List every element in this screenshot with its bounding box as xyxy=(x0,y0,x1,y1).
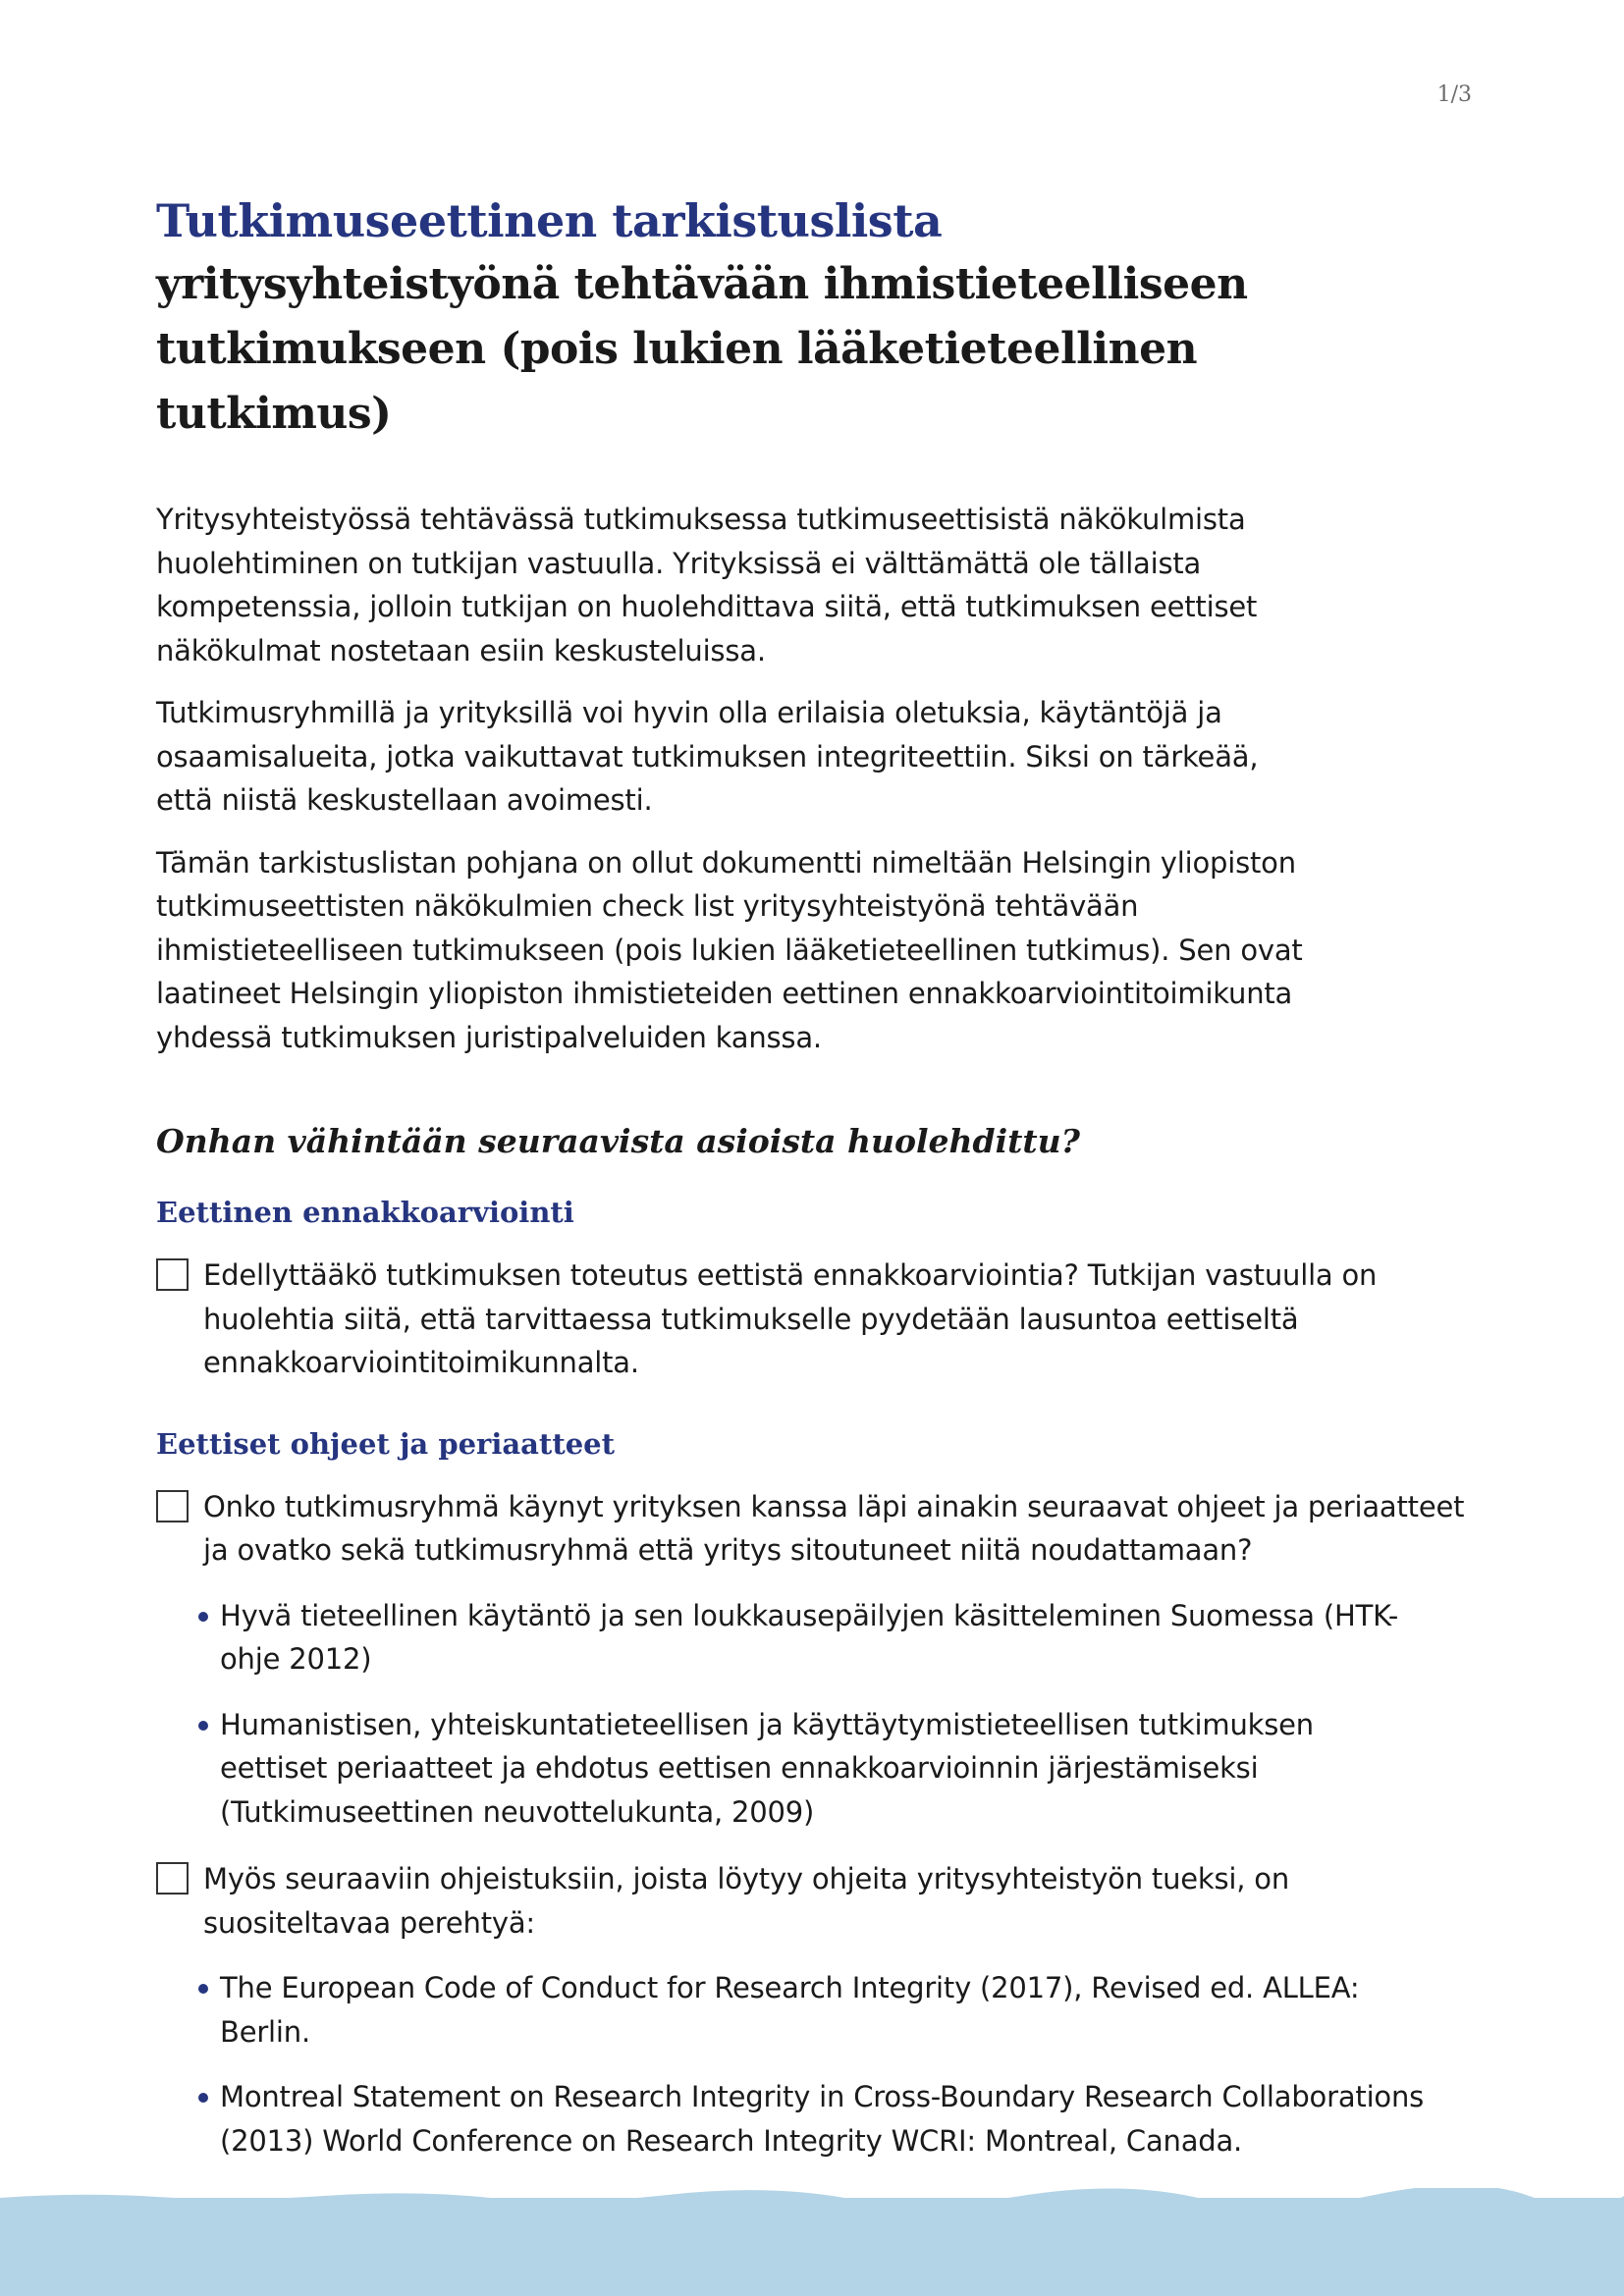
checklist-item-guidelines xyxy=(156,1485,1470,1573)
checkbox[interactable] xyxy=(156,1862,189,1895)
bullet-list xyxy=(156,1594,1433,1835)
checklist-item-text: Myös seuraaviin ohjeistuksiin, joista löytyy ohjeita yritysyhteistyön tueksi, on suositeltavaa perehtyä: xyxy=(203,1862,1290,1940)
checklist-item-text: Edellyttääkö tutkimuksen toteutus eettistä ennakkoarviointia? Tutkijan vastuulla on huolehtia siitä, että tarvittaessa tutkimukselle pyydetään lausuntoa eettiseltä ennakkoarviointitoimikunnalta. xyxy=(203,1258,1378,1379)
section-heading-guidelines: Eettiset ohjeet ja periaatteet xyxy=(156,1426,616,1461)
list-item xyxy=(156,1966,1428,2054)
list-item-text: Humanistisen, yhteiskuntatieteellisen ja käyttäytymistieteellisen tutkimuksen eettiset periaatteet ja ehdotus eettisen ennakkoarvioinnin järjestämiseksi (Tutkimuseettinen neuvottelukunta, 2009) xyxy=(220,1707,1314,1829)
page-subtitle: yritysyhteistyönä tehtävään ihmistieteelliseen tutkimukseen (pois lukien lääketieteellinen tutkimus) xyxy=(156,259,1248,439)
checklist-item-ethics-review xyxy=(156,1254,1470,1385)
section-heading-ethics-review: Eettinen ennakkoarviointi xyxy=(156,1196,574,1229)
bullet-icon xyxy=(198,1984,208,1994)
bullet-list xyxy=(156,1966,1433,2163)
intro-text xyxy=(156,498,1315,1059)
intro-paragraph: Yritysyhteistyössä tehtävässä tutkimuksessa tutkimuseettisistä näkökulmista huolehtiminen on tutkijan vastuulla. Yrityksissä ei välttämättä ole tällaista kompetenssia, jolloin tutkijan on huolehdittava siitä, että tutkimuksen eettiset näkökulmat nostetaan esiin keskusteluissa. xyxy=(156,503,1258,667)
wave-edge-icon xyxy=(0,2188,1624,2202)
list-item-text: Montreal Statement on Research Integrity in Cross-Boundary Research Collaborations (2013) World Conference on Research Integrity WCRI: Montreal, Canada. xyxy=(220,2080,1425,2158)
decorative-footer-band xyxy=(0,2198,1624,2296)
page-number: 1/3 xyxy=(1436,82,1472,107)
checklist-item-recommended xyxy=(156,1857,1470,1945)
intro-paragraph: Tämän tarkistuslistan pohjana on ollut dokumentti nimeltään Helsingin yliopiston tutkimuseettisten näkökulmien check list yritysyhteistyönä tehtävään ihmistieteelliseen tutkimukseen (pois lukien lääketieteellinen tutkimus). Sen ovat laatineet Helsingin yliopiston ihmistieteiden eettinen ennakkoarviointitoimikunta yhdessä tutkimuksen juristipalveluiden kanssa. xyxy=(156,845,1303,1054)
list-item xyxy=(156,1703,1428,1835)
list-item-text: The European Code of Conduct for Research Integrity (2017), Revised ed. ALLEA: Berlin. xyxy=(220,1971,1360,2049)
bullet-icon xyxy=(198,1612,208,1622)
checkbox[interactable] xyxy=(156,1258,189,1291)
list-item xyxy=(156,2075,1428,2163)
checklist-item-text: Onko tutkimusryhmä käynyt yrityksen kanssa läpi ainakin seuraavat ohjeet ja periaatteet ja ovatko sekä tutkimusryhmä että yritys sitoutuneet niitä noudattamaan? xyxy=(203,1489,1465,1567)
checklist-question: Onhan vähintään seuraavista asioista huolehdittu? xyxy=(156,1122,1080,1160)
bullet-icon xyxy=(198,2093,208,2103)
bullet-icon xyxy=(198,1721,208,1731)
checkbox[interactable] xyxy=(156,1490,189,1522)
list-item-text: Hyvä tieteellinen käytäntö ja sen loukkausepäilyjen käsitteleminen Suomessa (HTK-ohje 2012) xyxy=(220,1598,1399,1676)
document-body xyxy=(156,189,1465,2184)
list-item xyxy=(156,1594,1428,1682)
intro-paragraph: Tutkimusryhmillä ja yrityksillä voi hyvin olla erilaisia oletuksia, käytäntöjä ja osaamisalueita, jotka vaikuttavat tutkimuksen integriteettiin. Siksi on tärkeää, että niistä keskustellaan avoimesti. xyxy=(156,696,1259,817)
page-title: Tutkimuseettinen tarkistuslista xyxy=(156,194,943,247)
